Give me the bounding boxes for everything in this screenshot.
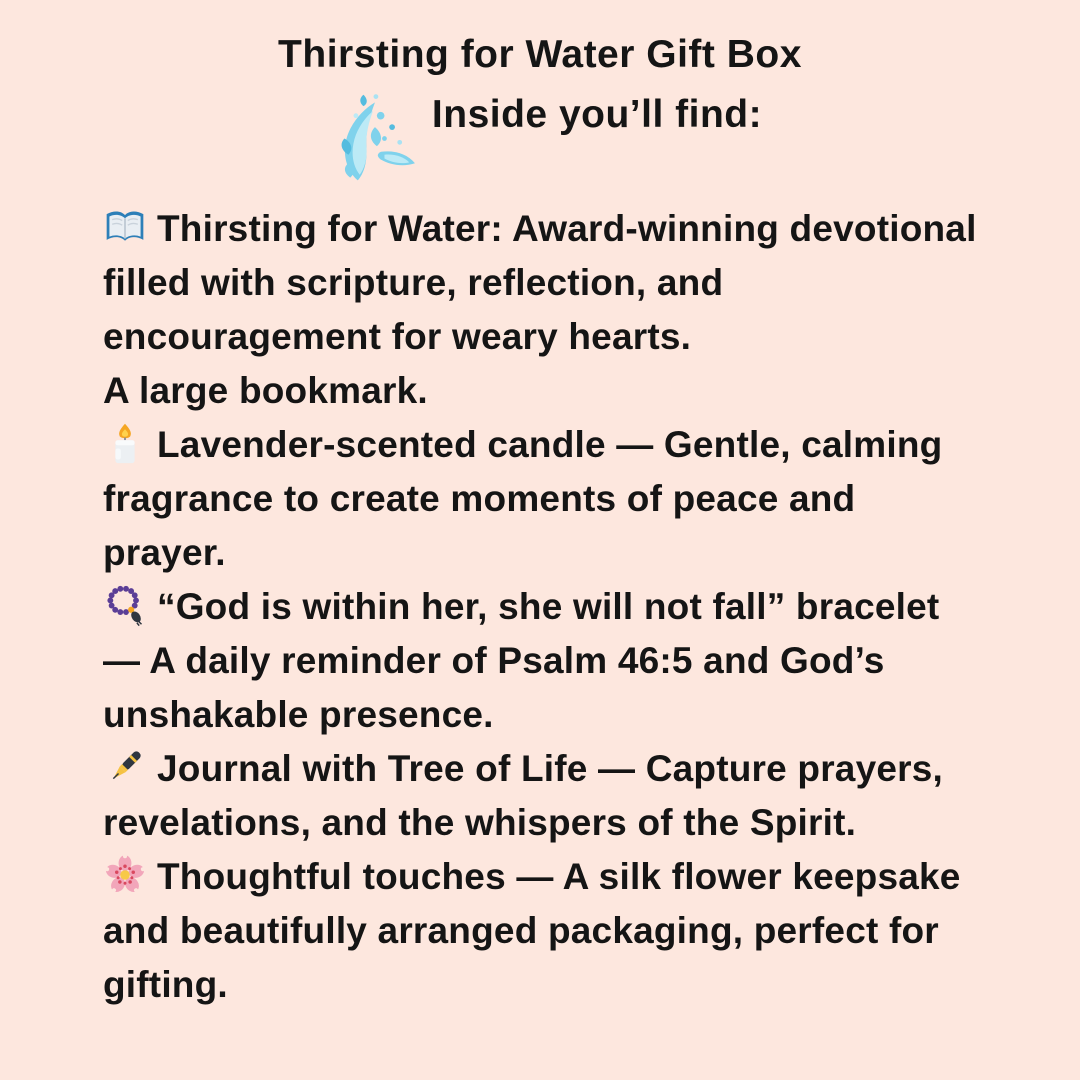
- candle-icon: [103, 421, 147, 465]
- list-item-text: A large bookmark.: [103, 370, 428, 411]
- list-item: [103, 850, 985, 1012]
- list-item: [103, 580, 985, 742]
- list-item-text: Thoughtful touches — A silk flower keepsake and beautifully arranged packaging, perfect for gifting.: [103, 856, 961, 1005]
- pen-icon: [103, 745, 147, 789]
- list-item-text: Lavender-scented candle — Gentle, calming fragrance to create moments of peace and prayer.: [103, 424, 943, 573]
- list-item-text: Thirsting for Water: Award-winning devotional filled with scripture, reflection, and encouragement for weary hearts.: [103, 208, 977, 357]
- subtitle: Inside you’ll find:: [431, 93, 763, 136]
- open-book-icon: [103, 205, 147, 249]
- prayer-beads-icon: [103, 583, 147, 627]
- list-item-text: Journal with Tree of Life — Capture prayers, revelations, and the whispers of the Spirit.: [103, 748, 943, 843]
- list-item: [103, 418, 985, 580]
- water-splash-icon: [318, 89, 430, 189]
- page-title: Thirsting for Water Gift Box: [278, 33, 802, 76]
- list-item: [103, 742, 985, 850]
- list-item-text: “God is within her, she will not fall” bracelet — A daily reminder of Psalm 46:5 and God’s unshakable presence.: [103, 586, 940, 735]
- cherry-blossom-icon: [103, 853, 147, 897]
- gift-list: [103, 202, 985, 1012]
- header: [0, 0, 1080, 146]
- list-item: [103, 364, 985, 418]
- list-item: [103, 202, 985, 364]
- subtitle-row: [0, 84, 1080, 146]
